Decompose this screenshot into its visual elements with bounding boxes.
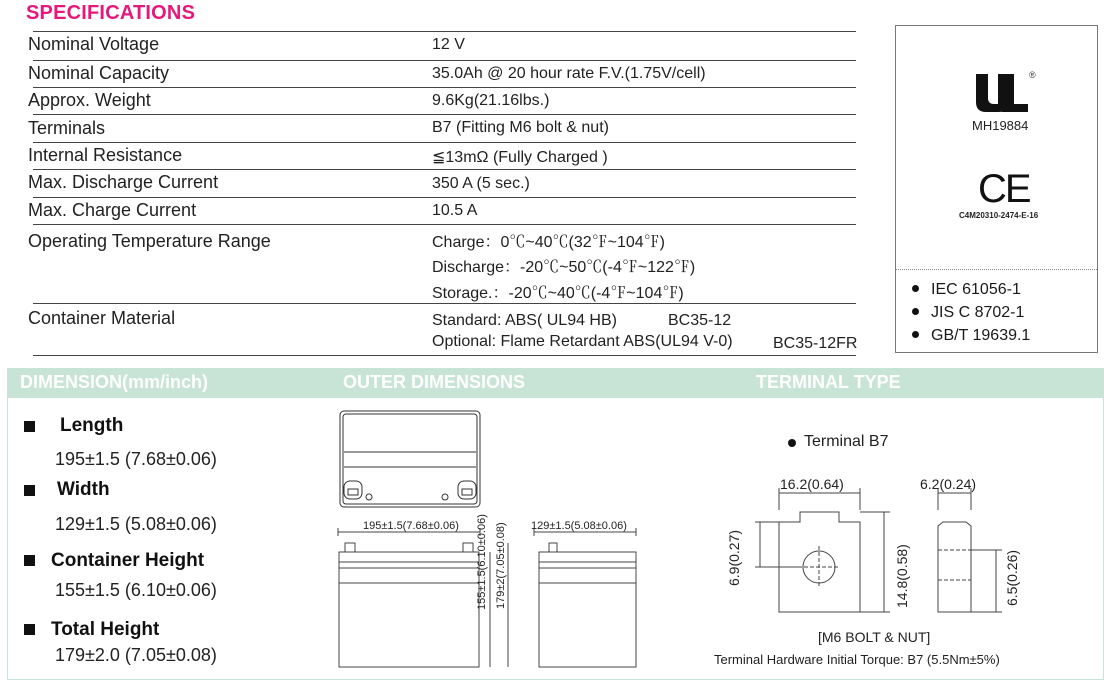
terminal-side-view [938,488,1002,612]
spec-label: Terminals [28,118,106,138]
certification-box [895,25,1098,353]
dimension-name: Length [60,415,124,436]
terminal-left-dimension: 6.9(0.27) [726,529,742,586]
spec-label: Nominal Voltage [28,34,160,54]
terminal-side-dimension: 6.2(0.24) [920,476,977,492]
ce-mark-icon: CE [978,167,1030,211]
bullet-icon [912,285,919,292]
row-divider [33,87,856,88]
container-optional: Optional: Flame Retardant ABS(UL94 V-0) [432,333,733,350]
spec-value: 9.6Kg(21.16lbs.) [432,92,550,109]
terminal-width-dimension: 16.2(0.64) [780,476,844,492]
dimension-value: 129±1.5 (5.08±0.06) [55,514,217,534]
row-divider [33,303,856,304]
spec-value: 12 V [432,36,465,53]
spec-label: Internal Resistance [28,145,183,165]
temperature-charge: Charge：0℃~40℃(32℉~104℉) [432,234,666,251]
bullet-icon [912,331,919,338]
spec-value: 10.5 A [432,202,478,219]
spec-value: 35.0Ah @ 20 hour rate F.V.(1.75V/cell) [432,65,706,82]
battery-top-view [340,411,480,507]
container-optional-model: BC35-12FR [773,335,858,352]
temperature-discharge: Discharge：-20℃~50℃(-4℉~122℉) [432,259,696,276]
spec-value: B7 (Fitting M6 bolt & nut) [432,119,609,136]
container-height-dimension-label: 155±1.5(6.10±0.06) [476,514,488,610]
row-divider [33,31,856,32]
section-band [7,368,1104,398]
terminal-title: Terminal B7 [804,433,889,450]
square-bullet-icon [24,421,35,432]
temperature-label: Operating Temperature Range [28,231,271,251]
ul-code: MH19884 [972,118,1029,133]
ul-logo-icon [972,72,1036,114]
container-standard: Standard: ABS( UL94 HB) [432,312,617,329]
dimension-value: 195±1.5 (7.68±0.06) [55,449,217,469]
row-divider [33,197,856,198]
terminal-drawing [720,470,1040,620]
total-height-dimension-label: 179±2(7.05±0.08) [495,522,507,609]
terminal-torque-label: Terminal Hardware Initial Torque: B7 (5.5Nm±5%) [714,652,1000,667]
band-terminal: TERMINAL TYPE [756,372,901,392]
spec-title: SPECIFICATIONS [26,2,196,24]
width-dimension-label: 129±1.5(5.08±0.06) [531,520,627,532]
outer-dimensions-drawing [330,405,650,680]
spec-label: Max. Charge Current [28,200,197,220]
spec-label: Nominal Capacity [28,63,170,83]
row-divider [33,60,856,61]
row-divider [33,169,856,170]
bullet-icon [912,308,919,315]
terminal-height-dimension: 14.8(0.58) [894,544,910,608]
spec-label: Max. Discharge Current [28,172,219,192]
square-bullet-icon [24,624,35,635]
standard-item: IEC 61056-1 [931,281,1021,298]
spec-label: Approx. Weight [28,90,151,110]
dimension-value: 179±2.0 (7.05±0.08) [55,645,217,665]
square-bullet-icon [24,485,35,496]
terminal-bolt-label: [M6 BOLT & NUT] [818,629,931,645]
terminal-front-view [755,488,890,612]
spec-value: 350 A (5 sec.) [432,175,530,192]
standard-item: JIS C 8702-1 [931,304,1025,321]
row-divider [33,142,856,143]
row-divider [33,114,856,115]
dimension-name: Total Height [51,619,160,640]
dimension-value: 155±1.5 (6.10±0.06) [55,580,217,600]
battery-side-view [534,528,636,667]
dimension-name: Width [57,479,110,500]
row-divider [33,355,856,356]
container-standard-model: BC35-12 [668,312,732,329]
band-outer: OUTER DIMENSIONS [343,372,526,392]
ce-code: C4M20310-2474-E-16 [959,211,1039,220]
length-dimension-label: 195±1.5(7.68±0.06) [363,520,459,532]
bullet-icon [788,439,796,447]
dimension-name: Container Height [51,550,205,571]
square-bullet-icon [24,555,35,566]
cert-divider [896,269,1097,270]
standard-item: GB/T 19639.1 [931,327,1031,344]
band-dimension: DIMENSION(mm/inch) [20,372,209,392]
terminal-right-dimension: 6.5(0.26) [1004,549,1020,606]
container-label: Container Material [28,308,176,328]
temperature-storage: Storage.：-20℃~40℃(-4℉~104℉) [432,285,684,302]
row-divider [33,224,856,225]
spec-value: ≦13mΩ (Fully Charged ) [432,149,608,166]
ul-registered-mark: ® [1029,70,1036,80]
